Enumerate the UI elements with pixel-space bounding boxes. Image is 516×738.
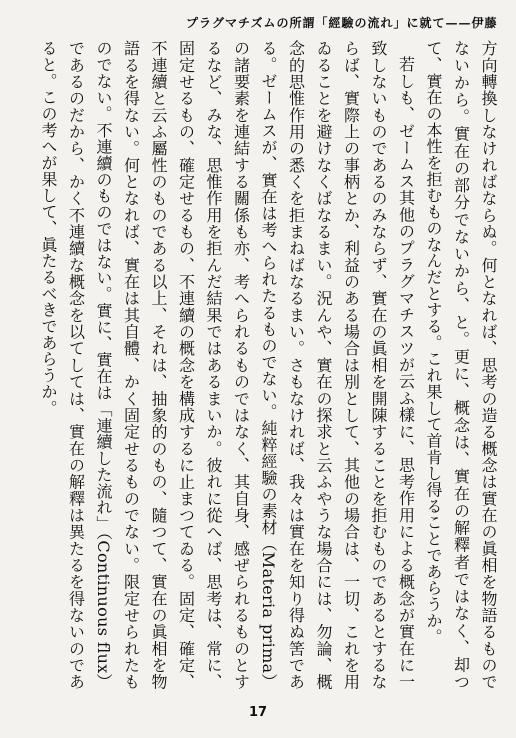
paragraph-1-text: 方向轉換しなければならぬ。何となれば、思考の造る概念は實在の眞相を物語るものでないから。實在の部分でないから、と。更に、概念は、實在の解釋者ではなく、却つて、實在の本性を拒むものなんだとする。これ果して首肯し得ることであらうか。 xyxy=(424,40,498,690)
paragraph-2-text: 若しも、ゼームス其他のプラグマチスツが云ふ樣に、思考作用による概念が實在に一致しないものであるのみならず、實在の眞相を開陳することを拒むものであるとするならば、實際上の事柄とか、利益のある場合は別として、其他の場合は、一切、これを用ゐることを避けなくばなるまい。況んや、實在の探求と云ふやうな場合には、勿論、概念的思惟作用の悉くを拒まねばなるまい。さもなければ、我々は實在を知り得ぬ筈である。ゼームスが、實在は考へられたるものでない。純粹經驗の素材（Materia prima）の諸要素を連結する關係も亦、考へられるものではなく、其自身、感ぜられるものとするなど、みな、思惟作用を拒んだ結果ではあるまいか。彼れに從へば、思考は、常に、固定せるもの、確定せるもの、不連續の概念を構成するに止まつてゐる。固定、確定、不連續と云ふ屬性のものである以上、それは、抽象的のもの、隨つて、實在の眞相を物語るを得ない。何となれば、實在は其自體、かく固定せるものでない。限定せられたものでない。不連續のものではない。實に、實在は「連續した流れ」（Continuous flux）であるのだから、かく不連續な概念を以てしては、實在の解釋は異たるを得ないのであると。この考へが果して、眞たるべきであらうか。 xyxy=(39,40,416,690)
paragraph-2 xyxy=(35,40,420,690)
paragraph-1 xyxy=(420,40,503,690)
body-text xyxy=(12,40,502,690)
running-head: プラグマチズムの所謂「經驗の流れ」に就て——伊藤 xyxy=(186,16,498,30)
page-number: 17 xyxy=(248,705,268,720)
